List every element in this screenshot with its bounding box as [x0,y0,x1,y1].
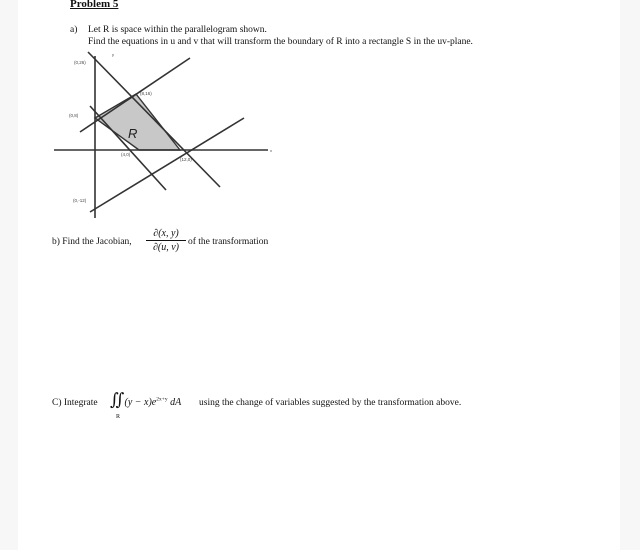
point-label-p6: (0,-12) [73,198,87,203]
part-a-label: a) [70,25,78,35]
part-a-line2: Find the equations in u and v that will transform the boundary of R into a rectangle S in the uv-plane. [88,37,473,47]
point-label-p1: (0,26) [74,60,86,65]
y-axis-label: y [112,52,114,57]
part-c-suffix: using the change of variables suggested by the transformation above. [199,398,462,408]
exponent: 2x+y [156,396,168,403]
point-label-p2: (8,16) [140,91,152,96]
fraction-bar [146,240,186,241]
x-axis-label: x [270,148,272,153]
part-a-line1: Let R is space within the parallelogram shown. [88,25,267,35]
differential: dA [170,397,182,408]
point-label-p4: (4,0) [121,152,131,157]
part-c-label: C) Integrate [52,398,98,408]
integral-expression [110,390,181,410]
jacobian-fraction [146,228,186,253]
integrand: (y − x)e [124,397,157,408]
part-b-label: b) Find the Jacobian, [52,237,132,247]
double-integral-sign: ∬ [110,390,125,409]
point-label-p3: (0,8) [69,113,79,118]
problem-page [18,0,620,550]
jacobian-denominator: ∂(u, v) [152,242,180,253]
jacobian-numerator: ∂(x, y) [153,228,179,239]
problem-title: Problem 5 [70,0,119,10]
region-label: R [128,126,138,141]
part-b-suffix: of the transformation [188,237,269,247]
point-label-p5: (12,0) [180,157,192,162]
integral-region-sub: R [116,414,121,420]
parallelogram-figure [18,0,620,240]
